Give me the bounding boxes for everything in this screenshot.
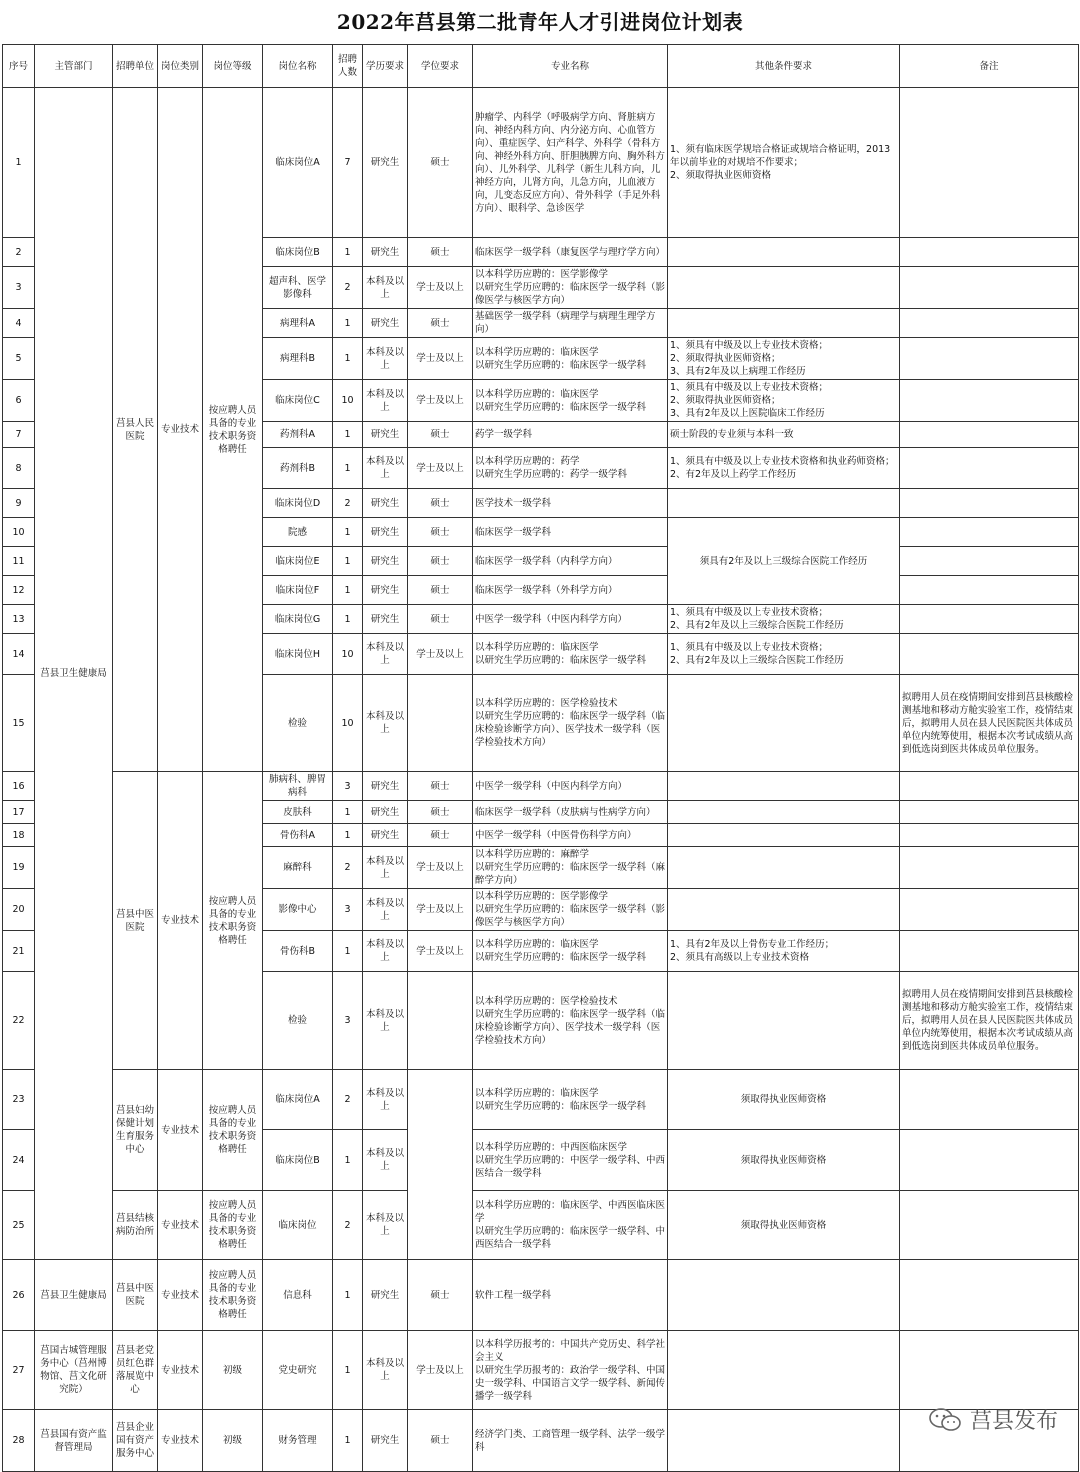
cell-other xyxy=(668,847,900,889)
header-cell: 岗位名称 xyxy=(263,45,333,88)
header-cell: 岗位类别 xyxy=(158,45,203,88)
recruitment-table xyxy=(2,44,1079,1472)
cell-degree: 硕士 xyxy=(408,88,473,238)
cell-education: 本科及以上 xyxy=(363,889,408,931)
cell-no: 13 xyxy=(3,605,35,634)
cell-degree: 硕士 xyxy=(408,489,473,518)
cell-note xyxy=(900,576,1079,605)
cell-dept: 莒县卫生健康局 xyxy=(35,1260,113,1331)
cell-unit: 莒县人民医院 xyxy=(113,88,158,772)
cell-note xyxy=(900,489,1079,518)
cell-note xyxy=(900,634,1079,675)
cell-post: 超声科、医学影像科 xyxy=(263,267,333,309)
cell-note: 拟聘用人员在疫情期间安排到莒县核酸检测基地和移动方舱实验室工作，疫情结束后，拟聘用人员在县人民医院医共体成员单位内统筹使用，根据本次考试成绩从高到低选岗到医共体成员单位服务。 xyxy=(900,972,1079,1070)
cell-major: 药学一级学科 xyxy=(473,422,668,448)
cell-category: 专业技术 xyxy=(158,1070,203,1191)
cell-no: 12 xyxy=(3,576,35,605)
cell-dept: 莒县国有资产监督管理局 xyxy=(35,1410,113,1472)
cell-category: 专业技术 xyxy=(158,1331,203,1410)
cell-post: 临床岗位D xyxy=(263,489,333,518)
cell-no: 26 xyxy=(3,1260,35,1331)
cell-other: 须取得执业医师资格 xyxy=(668,1130,900,1191)
cell-post: 病理科A xyxy=(263,309,333,338)
cell-no: 5 xyxy=(3,338,35,380)
cell-post: 临床岗位G xyxy=(263,605,333,634)
cell-education: 本科及以上 xyxy=(363,634,408,675)
cell-count: 1 xyxy=(333,1260,363,1331)
table-body xyxy=(3,88,1079,1472)
cell-note xyxy=(900,1130,1079,1191)
cell-post: 麻醉科 xyxy=(263,847,333,889)
cell-note xyxy=(900,238,1079,267)
cell-other xyxy=(668,889,900,931)
cell-major: 肿瘤学、内科学（呼吸病学方向、肾脏病方向、神经内科方向、内分泌方向、心血管方向）、重症医学、妇产科学、外科学（骨科方向、神经外科方向、肝胆胰脾方向、胸外科方向）、儿外科学、儿科学（新生儿科方向，儿神经方向，儿肾方向，儿急方向，儿血液方向，儿变态反应方向）、骨外科学（手足外科方向）、眼科学、急诊医学 xyxy=(473,88,668,238)
cell-post: 临床岗位H xyxy=(263,634,333,675)
cell-major: 以本科学历应聘的：临床医学 以研究生学历应聘的：临床医学一级学科 xyxy=(473,634,668,675)
cell-other: 须具有2年及以上三级综合医院工作经历 xyxy=(668,518,900,605)
table-row xyxy=(3,772,1079,801)
cell-note xyxy=(900,847,1079,889)
cell-education: 研究生 xyxy=(363,576,408,605)
cell-count: 10 xyxy=(333,380,363,422)
cell-count: 1 xyxy=(333,422,363,448)
cell-education: 研究生 xyxy=(363,422,408,448)
cell-degree: 硕士 xyxy=(408,576,473,605)
cell-note xyxy=(900,801,1079,824)
cell-post: 骨伤科B xyxy=(263,931,333,972)
cell-count: 3 xyxy=(333,889,363,931)
cell-level: 初级 xyxy=(203,1410,263,1472)
cell-no: 25 xyxy=(3,1191,35,1260)
cell-other: 1、具有2年及以上骨伤专业工作经历； 2、须具有高级以上专业技术资格 xyxy=(668,931,900,972)
cell-other: 硕士阶段的专业须与本科一致 xyxy=(668,422,900,448)
cell-count: 1 xyxy=(333,605,363,634)
cell-note xyxy=(900,380,1079,422)
cell-unit: 莒县企业国有资产服务中心 xyxy=(113,1410,158,1472)
cell-other xyxy=(668,1410,900,1472)
cell-no: 16 xyxy=(3,772,35,801)
cell-major: 以本科学历应聘的：临床医学、中西医临床医学 以研究生学历应聘的：临床医学一级学科、中西医结合一级学科 xyxy=(473,1191,668,1260)
table-header-row xyxy=(3,45,1079,88)
cell-education: 研究生 xyxy=(363,309,408,338)
cell-no: 21 xyxy=(3,931,35,972)
cell-post: 临床岗位B xyxy=(263,1130,333,1191)
cell-degree: 学士及以上 xyxy=(408,380,473,422)
cell-major: 软件工程一级学科 xyxy=(473,1260,668,1331)
cell-no: 4 xyxy=(3,309,35,338)
cell-degree: 学士及以上 xyxy=(408,889,473,931)
cell-other xyxy=(668,1260,900,1331)
cell-level: 按应聘人员具备的专业技术职务资格聘任 xyxy=(203,1070,263,1191)
cell-no: 6 xyxy=(3,380,35,422)
header-cell: 招聘单位 xyxy=(113,45,158,88)
cell-major: 以本科学历应聘的：中西医临床医学 以研究生学历应聘的：中医学一级学科、中西医结合一级学科 xyxy=(473,1130,668,1191)
cell-no: 14 xyxy=(3,634,35,675)
header-cell: 其他条件要求 xyxy=(668,45,900,88)
cell-degree: 硕士 xyxy=(408,772,473,801)
cell-education: 研究生 xyxy=(363,1410,408,1472)
cell-education: 本科及以上 xyxy=(363,847,408,889)
cell-education: 本科及以上 xyxy=(363,1191,408,1260)
cell-education: 本科及以上 xyxy=(363,338,408,380)
cell-degree: 硕士 xyxy=(408,801,473,824)
cell-major: 以本科学历应聘的：医学影像学 以研究生学历应聘的：临床医学一级学科（影像医学与核医学方向） xyxy=(473,889,668,931)
cell-major: 以本科学历报考的：中国共产党历史、科学社会主义 以研究生学历报考的：政治学一级学科、中国史一级学科、中国语言文学一级学科、新闻传播学一级学科 xyxy=(473,1331,668,1410)
cell-note xyxy=(900,547,1079,576)
cell-note xyxy=(900,448,1079,489)
cell-note xyxy=(900,889,1079,931)
cell-education: 研究生 xyxy=(363,1260,408,1331)
cell-major: 以本科学历应聘的：医学检验技术 以研究生学历应聘的：临床医学一级学科（临床检验诊断学方向）、医学技术一级学科（医学检验技术方向） xyxy=(473,972,668,1070)
cell-education: 研究生 xyxy=(363,518,408,547)
cell-major: 以本科学历应聘的：医学检验技术 以研究生学历应聘的：临床医学一级学科（临床检验诊断学方向）、医学技术一级学科（医学检验技术方向） xyxy=(473,675,668,772)
cell-count: 2 xyxy=(333,1070,363,1130)
cell-degree: 学士及以上 xyxy=(408,267,473,309)
cell-degree: 硕士 xyxy=(408,547,473,576)
cell-education: 研究生 xyxy=(363,238,408,267)
cell-major: 临床医学一级学科（皮肤病与性病学方向） xyxy=(473,801,668,824)
cell-other: 1、须有临床医学规培合格证或规培合格证明，2013年以前毕业的对规培不作要求； 2、须取得执业医师资格 xyxy=(668,88,900,238)
cell-count: 1 xyxy=(333,1331,363,1410)
cell-no: 8 xyxy=(3,448,35,489)
table-row xyxy=(3,1410,1079,1472)
cell-no: 11 xyxy=(3,547,35,576)
cell-post: 临床岗位F xyxy=(263,576,333,605)
cell-level: 初级 xyxy=(203,1331,263,1410)
cell-no: 20 xyxy=(3,889,35,931)
cell-other xyxy=(668,675,900,772)
cell-level: 按应聘人员具备的专业技术职务资格聘任 xyxy=(203,1260,263,1331)
cell-no: 17 xyxy=(3,801,35,824)
cell-count: 1 xyxy=(333,1410,363,1472)
cell-count: 2 xyxy=(333,1191,363,1260)
cell-note xyxy=(900,338,1079,380)
cell-post: 临床岗位 xyxy=(263,1191,333,1260)
cell-degree: 学士及以上 xyxy=(408,847,473,889)
cell-post: 临床岗位E xyxy=(263,547,333,576)
cell-category: 专业技术 xyxy=(158,1410,203,1472)
cell-note xyxy=(900,309,1079,338)
cell-major: 基础医学一级学科（病理学与病理生理学方向） xyxy=(473,309,668,338)
cell-major: 以本科学历应聘的：临床医学 以研究生学历应聘的：临床医学一级学科 xyxy=(473,338,668,380)
cell-degree: 学士及以上 xyxy=(408,338,473,380)
cell-education: 本科及以上 xyxy=(363,675,408,772)
cell-no: 19 xyxy=(3,847,35,889)
cell-post: 信息科 xyxy=(263,1260,333,1331)
cell-count: 1 xyxy=(333,824,363,847)
cell-count: 1 xyxy=(333,309,363,338)
cell-post: 临床岗位B xyxy=(263,238,333,267)
cell-education: 本科及以上 xyxy=(363,931,408,972)
cell-no: 3 xyxy=(3,267,35,309)
cell-no: 22 xyxy=(3,972,35,1070)
cell-note xyxy=(900,518,1079,547)
watermark-text: 莒县发布 xyxy=(969,1409,1058,1434)
cell-category: 专业技术 xyxy=(158,88,203,772)
cell-unit: 莒县结核病防治所 xyxy=(113,1191,158,1260)
cell-count: 1 xyxy=(333,1130,363,1191)
cell-no: 18 xyxy=(3,824,35,847)
cell-education: 本科及以上 xyxy=(363,448,408,489)
cell-count: 1 xyxy=(333,576,363,605)
cell-level: 按应聘人员具备的专业技术职务资格聘任 xyxy=(203,88,263,772)
cell-post: 党史研究 xyxy=(263,1331,333,1410)
header-cell: 主管部门 xyxy=(35,45,113,88)
cell-other xyxy=(668,267,900,309)
cell-post: 临床岗位A xyxy=(263,1070,333,1130)
cell-no: 2 xyxy=(3,238,35,267)
cell-other xyxy=(668,772,900,801)
cell-count: 1 xyxy=(333,448,363,489)
cell-no: 15 xyxy=(3,675,35,772)
cell-note xyxy=(900,1191,1079,1260)
page-title: 2022年莒县第二批青年人才引进岗位计划表 xyxy=(336,10,744,34)
cell-count: 1 xyxy=(333,801,363,824)
cell-education: 研究生 xyxy=(363,489,408,518)
cell-note xyxy=(900,605,1079,634)
cell-degree: 学士及以上 xyxy=(408,634,473,675)
cell-other: 须取得执业医师资格 xyxy=(668,1070,900,1130)
cell-note xyxy=(900,931,1079,972)
cell-note xyxy=(900,772,1079,801)
cell-no: 23 xyxy=(3,1070,35,1130)
cell-category: 专业技术 xyxy=(158,772,203,1070)
cell-degree: 硕士 xyxy=(408,238,473,267)
cell-degree xyxy=(408,1070,473,1260)
cell-note xyxy=(900,824,1079,847)
cell-degree: 硕士 xyxy=(408,518,473,547)
cell-education: 研究生 xyxy=(363,88,408,238)
cell-level: 按应聘人员具备的专业技术职务资格聘任 xyxy=(203,772,263,1070)
cell-count: 1 xyxy=(333,338,363,380)
cell-note: 拟聘用人员在疫情期间安排到莒县核酸检测基地和移动方舱实验室工作，疫情结束后，拟聘用人员在县人民医院医共体成员单位内统筹使用，根据本次考试成绩从高到低选岗到医共体成员单位服务。 xyxy=(900,675,1079,772)
cell-degree xyxy=(408,675,473,772)
cell-post: 财务管理 xyxy=(263,1410,333,1472)
cell-other xyxy=(668,824,900,847)
cell-no: 1 xyxy=(3,88,35,238)
cell-post: 皮肤科 xyxy=(263,801,333,824)
cell-count: 10 xyxy=(333,675,363,772)
cell-no: 28 xyxy=(3,1410,35,1472)
cell-unit: 莒县妇幼保健计划生育服务中心 xyxy=(113,1070,158,1191)
header-cell: 学位要求 xyxy=(408,45,473,88)
cell-degree: 硕士 xyxy=(408,824,473,847)
cell-count: 1 xyxy=(333,238,363,267)
header-cell: 专业名称 xyxy=(473,45,668,88)
cell-note xyxy=(900,1070,1079,1130)
cell-note xyxy=(900,1331,1079,1410)
cell-unit: 莒县中医医院 xyxy=(113,1260,158,1331)
table-row xyxy=(3,1260,1079,1331)
cell-other: 1、须具有中级及以上专业技术资格； 2、具有2年及以上三级综合医院工作经历 xyxy=(668,605,900,634)
cell-count: 2 xyxy=(333,489,363,518)
cell-post: 院感 xyxy=(263,518,333,547)
cell-no: 7 xyxy=(3,422,35,448)
cell-no: 24 xyxy=(3,1130,35,1191)
header-cell: 备注 xyxy=(900,45,1079,88)
cell-category: 专业技术 xyxy=(158,1191,203,1260)
cell-degree: 学士及以上 xyxy=(408,931,473,972)
cell-education: 本科及以上 xyxy=(363,1130,408,1191)
cell-note xyxy=(900,267,1079,309)
cell-count: 1 xyxy=(333,518,363,547)
cell-post: 药剂科B xyxy=(263,448,333,489)
cell-note xyxy=(900,1260,1079,1331)
cell-major: 以本科学历应聘的：医学影像学 以研究生学历应聘的：临床医学一级学科（影像医学与核医学方向） xyxy=(473,267,668,309)
cell-count: 7 xyxy=(333,88,363,238)
cell-no: 10 xyxy=(3,518,35,547)
cell-post: 药剂科A xyxy=(263,422,333,448)
cell-education: 本科及以上 xyxy=(363,267,408,309)
table-row xyxy=(3,1331,1079,1410)
header-cell: 招聘人数 xyxy=(333,45,363,88)
cell-count: 3 xyxy=(333,772,363,801)
table-row xyxy=(3,88,1079,238)
table-row xyxy=(3,1191,1079,1260)
cell-category: 专业技术 xyxy=(158,1260,203,1331)
cell-post: 骨伤科A xyxy=(263,824,333,847)
cell-education: 研究生 xyxy=(363,547,408,576)
cell-education: 研究生 xyxy=(363,824,408,847)
cell-dept: 莒县卫生健康局 xyxy=(35,88,113,1260)
cell-other xyxy=(668,309,900,338)
cell-unit: 莒县老党员红色群落展览中心 xyxy=(113,1331,158,1410)
cell-count: 10 xyxy=(333,634,363,675)
cell-degree: 学士及以上 xyxy=(408,448,473,489)
cell-other: 1、须具有中级及以上专业技术资格和执业药师资格； 2、有2年及以上药学工作经历 xyxy=(668,448,900,489)
cell-count: 1 xyxy=(333,547,363,576)
cell-post: 影像中心 xyxy=(263,889,333,931)
cell-major: 以本科学历应聘的：麻醉学 以研究生学历应聘的：临床医学一级学科（麻醉学方向） xyxy=(473,847,668,889)
cell-major: 临床医学一级学科（康复医学与理疗学方向） xyxy=(473,238,668,267)
watermark xyxy=(928,1404,1058,1435)
cell-education: 研究生 xyxy=(363,801,408,824)
cell-degree: 硕士 xyxy=(408,1260,473,1331)
cell-post: 检验 xyxy=(263,972,333,1070)
cell-unit: 莒县中医医院 xyxy=(113,772,158,1070)
cell-post: 肺病科、脾胃病科 xyxy=(263,772,333,801)
cell-count: 3 xyxy=(333,972,363,1070)
cell-other: 1、须具有中级及以上专业技术资格； 2、具有2年及以上三级综合医院工作经历 xyxy=(668,634,900,675)
cell-post: 临床岗位A xyxy=(263,88,333,238)
cell-note xyxy=(900,422,1079,448)
cell-major: 临床医学一级学科（外科学方向） xyxy=(473,576,668,605)
wechat-icon xyxy=(928,1407,962,1433)
cell-post: 检验 xyxy=(263,675,333,772)
cell-education: 本科及以上 xyxy=(363,380,408,422)
cell-count: 2 xyxy=(333,267,363,309)
cell-level: 按应聘人员具备的专业技术职务资格聘任 xyxy=(203,1191,263,1260)
cell-note xyxy=(900,88,1079,238)
table-row xyxy=(3,1070,1079,1130)
cell-degree: 学士及以上 xyxy=(408,1331,473,1410)
cell-other: 须取得执业医师资格 xyxy=(668,1191,900,1260)
cell-other xyxy=(668,972,900,1070)
cell-degree xyxy=(408,972,473,1070)
cell-count: 2 xyxy=(333,847,363,889)
cell-degree: 硕士 xyxy=(408,422,473,448)
cell-education: 研究生 xyxy=(363,772,408,801)
cell-other: 1、须具有中级及以上专业技术资格； 2、须取得执业医师资格； 3、具有2年及以上医院临床工作经历 xyxy=(668,380,900,422)
cell-count: 1 xyxy=(333,931,363,972)
cell-major: 临床医学一级学科 xyxy=(473,518,668,547)
header-cell: 学历要求 xyxy=(363,45,408,88)
cell-education: 本科及以上 xyxy=(363,972,408,1070)
header-cell: 岗位等级 xyxy=(203,45,263,88)
cell-other xyxy=(668,489,900,518)
cell-no: 27 xyxy=(3,1331,35,1410)
cell-post: 病理科B xyxy=(263,338,333,380)
cell-degree: 硕士 xyxy=(408,1410,473,1472)
cell-other xyxy=(668,1331,900,1410)
cell-post: 临床岗位C xyxy=(263,380,333,422)
cell-major: 中医学一级学科（中医骨伤科学方向） xyxy=(473,824,668,847)
header-cell: 序号 xyxy=(3,45,35,88)
cell-dept: 莒国古城管理服务中心（莒州博物馆、莒文化研究院） xyxy=(35,1331,113,1410)
cell-education: 本科及以上 xyxy=(363,1070,408,1130)
cell-degree: 硕士 xyxy=(408,309,473,338)
cell-education: 研究生 xyxy=(363,605,408,634)
cell-other xyxy=(668,238,900,267)
cell-major: 以本科学历应聘的：临床医学 以研究生学历应聘的：临床医学一级学科 xyxy=(473,1070,668,1130)
cell-major: 以本科学历应聘的：临床医学 以研究生学历应聘的：临床医学一级学科 xyxy=(473,380,668,422)
cell-degree: 硕士 xyxy=(408,605,473,634)
cell-education: 本科及以上 xyxy=(363,1331,408,1410)
cell-major: 临床医学一级学科（内科学方向） xyxy=(473,547,668,576)
cell-major: 经济学门类、工商管理一级学科、法学一级学科 xyxy=(473,1410,668,1472)
cell-major: 中医学一级学科（中医内科学方向） xyxy=(473,772,668,801)
cell-other xyxy=(668,801,900,824)
cell-major: 以本科学历应聘的：临床医学 以研究生学历应聘的：临床医学一级学科 xyxy=(473,931,668,972)
cell-major: 中医学一级学科（中医内科学方向） xyxy=(473,605,668,634)
cell-no: 9 xyxy=(3,489,35,518)
cell-other: 1、须具有中级及以上专业技术资格； 2、须取得执业医师资格； 3、具有2年及以上病理工作经历 xyxy=(668,338,900,380)
cell-major: 以本科学历应聘的：药学 以研究生学历应聘的：药学一级学科 xyxy=(473,448,668,489)
cell-major: 医学技术一级学科 xyxy=(473,489,668,518)
